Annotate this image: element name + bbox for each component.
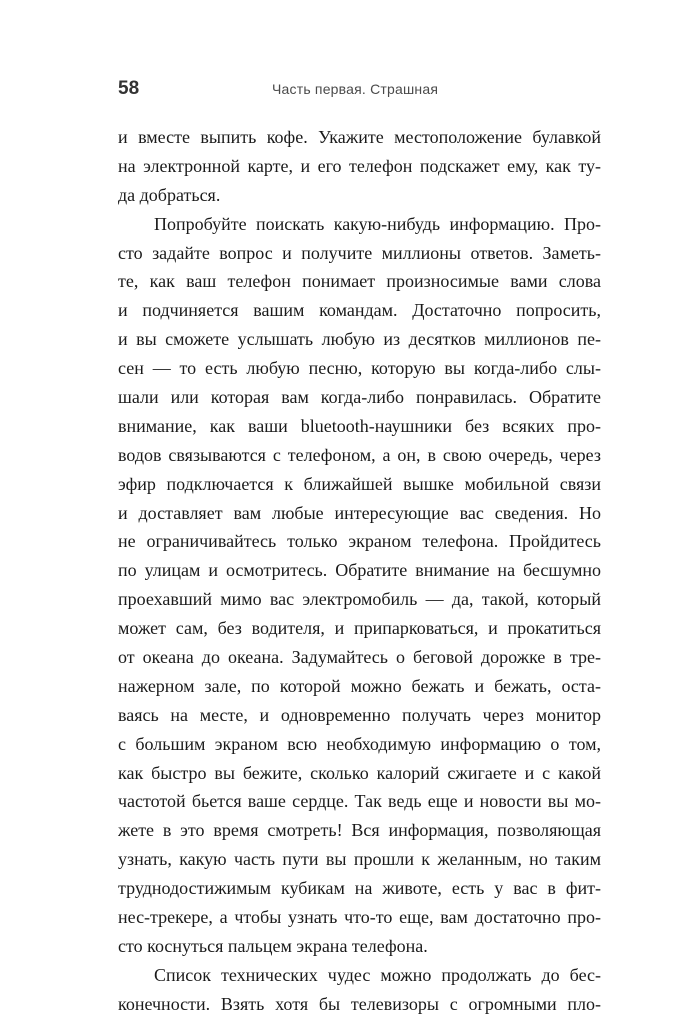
text-line: сто коснуться пальцем экрана телефона. xyxy=(118,935,428,956)
text-line: шали или которая вам когда-либо понравилась. Обратите xyxy=(118,387,601,408)
text-line: жете в это время смотреть! Вся информация, позволяющая xyxy=(118,820,601,841)
text-line: и подчиняется вашим командам. Достаточно попросить, xyxy=(118,300,601,321)
text-line: и доставляет вам любые интересующие вас сведения. Но xyxy=(118,502,601,523)
text-line: сто задайте вопрос и получите миллионы ответов. Заметь- xyxy=(118,242,601,263)
page-number: 58 xyxy=(118,78,140,99)
text-line: по улицам и осмотритесь. Обратите внимание на бесшумно xyxy=(118,560,601,581)
text-line: водов связываются с телефоном, а он, в свою очередь, через xyxy=(118,444,601,465)
text-line: сен — то есть любую песню, которую вы когда-либо слы- xyxy=(118,358,601,379)
paragraph-first-line: Список технических чудес можно продолжать до бес- xyxy=(154,964,601,985)
text-line: частотой бьется ваше сердце. Так ведь еще и новости вы мо- xyxy=(118,791,601,812)
text-line: и вместе выпить кофе. Укажите местоположение булавкой xyxy=(118,127,601,147)
text-line: и вы сможете услышать любую из десятков миллионов пе- xyxy=(118,329,601,350)
text-line: эфир подключается к ближайшей вышке мобильной связи xyxy=(118,473,601,494)
running-header xyxy=(118,78,598,102)
text-line: узнать, какую часть пути вы прошли к желанным, но таким xyxy=(118,849,601,870)
text-line: не ограничивайтесь только экраном телефона. Пройдитесь xyxy=(118,531,601,552)
text-line: как быстро вы бежите, сколько калорий сжигаете и с какой xyxy=(118,762,601,783)
text-line: внимание, как ваши bluetooth-наушники без всяких про- xyxy=(118,415,601,436)
text-line: те, как ваш телефон понимает произносимые вами слова xyxy=(118,271,601,292)
chapter-title: Часть первая. Страшная xyxy=(272,81,439,97)
text-line: от океана до океана. Задумайтесь о беговой дорожке в тре- xyxy=(118,647,601,668)
text-line: труднодостижимым кубикам на животе, есть у вас в фит- xyxy=(118,878,601,899)
text-line: ваясь на месте, и одновременно получать через монитор xyxy=(118,704,601,725)
text-line: может сам, без водителя, и припарковаться, и прокатиться xyxy=(118,618,601,639)
text-line: на электронной карте, и его телефон подскажет ему, как ту- xyxy=(118,155,601,176)
text-line: проехавший мимо вас электромобиль — да, такой, который xyxy=(118,589,601,610)
text-line: нажерном зале, по которой можно бежать и бежать, оста- xyxy=(118,675,601,696)
body-text xyxy=(118,123,601,1019)
text-line: конечности. Взять хотя бы телевизоры с огромными пло- xyxy=(118,993,601,1014)
paragraph-first-line: Попробуйте поискать какую-нибудь информацию. Про- xyxy=(154,213,601,234)
text-line: да добраться. xyxy=(118,184,221,205)
text-line: нес-трекере, а чтобы узнать что-то еще, вам достаточно про- xyxy=(118,907,601,928)
text-line: с большим экраном всю необходимую информацию о том, xyxy=(118,733,601,754)
